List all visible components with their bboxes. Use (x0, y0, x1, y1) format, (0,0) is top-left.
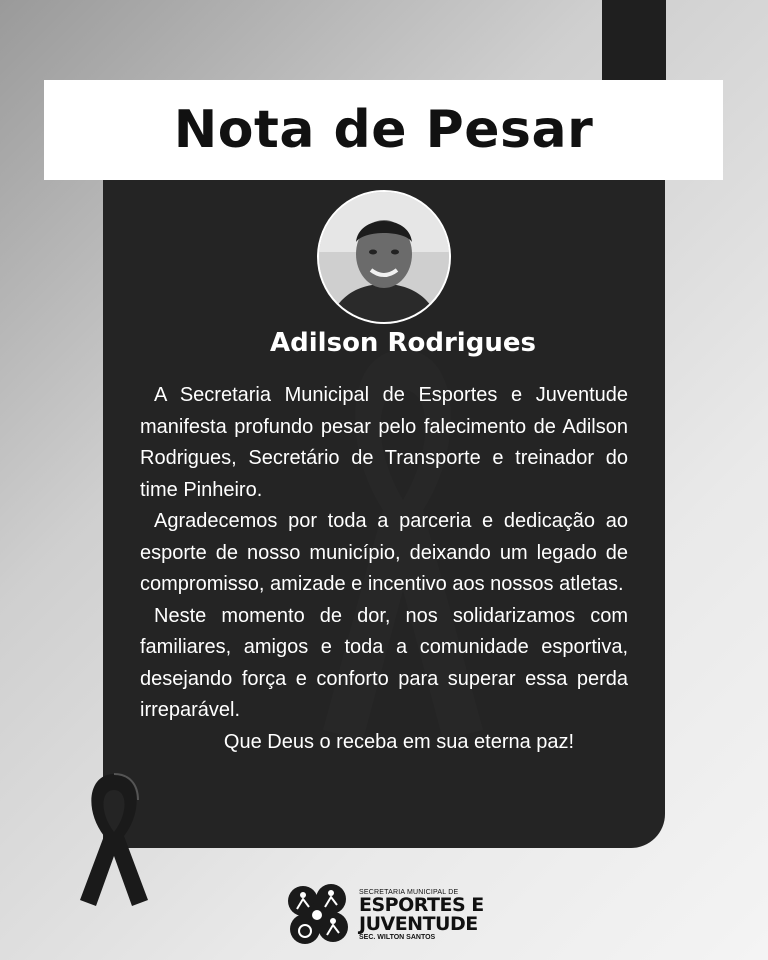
person-name: Adilson Rodrigues (270, 328, 536, 358)
paragraph-3: Neste momento de dor, nos solidarizamos com familiares, amigos e toda a comunidade esportiva, desejando força e conforto para superar essa perda irreparável. (140, 604, 628, 721)
paragraph-2: Agradecemos por toda a parceria e dedicação ao esporte de nosso município, deixando um legado de compromisso, amizade e incentivo aos nossos atletas. (140, 510, 628, 595)
sports-logo-icon (285, 881, 353, 949)
department-logo (285, 880, 485, 950)
page-title: Nota de Pesar (173, 100, 594, 160)
logo-secretary: SEC. WILTON SANTOS (359, 934, 436, 941)
closing-line: Que Deus o receba em sua eterna paz! (223, 730, 575, 753)
paragraph-1: A Secretaria Municipal de Esportes e Juventude manifesta profundo pesar pelo falecimento de Adilson Rodrigues, Secretário de Transporte e treinador do time Pinheiro. (140, 384, 628, 501)
memorial-card (103, 180, 665, 848)
logo-line-1: ESPORTES E (359, 894, 484, 916)
message-body (140, 380, 628, 758)
mourning-ribbon-icon (74, 770, 154, 910)
logo-text (359, 889, 484, 941)
title-banner (44, 80, 723, 180)
avatar (319, 192, 449, 322)
logo-top-line: SECRETARIA MUNICIPAL DE (359, 889, 459, 896)
portrait-image (319, 192, 449, 322)
logo-line-2: JUVENTUDE (359, 913, 478, 935)
